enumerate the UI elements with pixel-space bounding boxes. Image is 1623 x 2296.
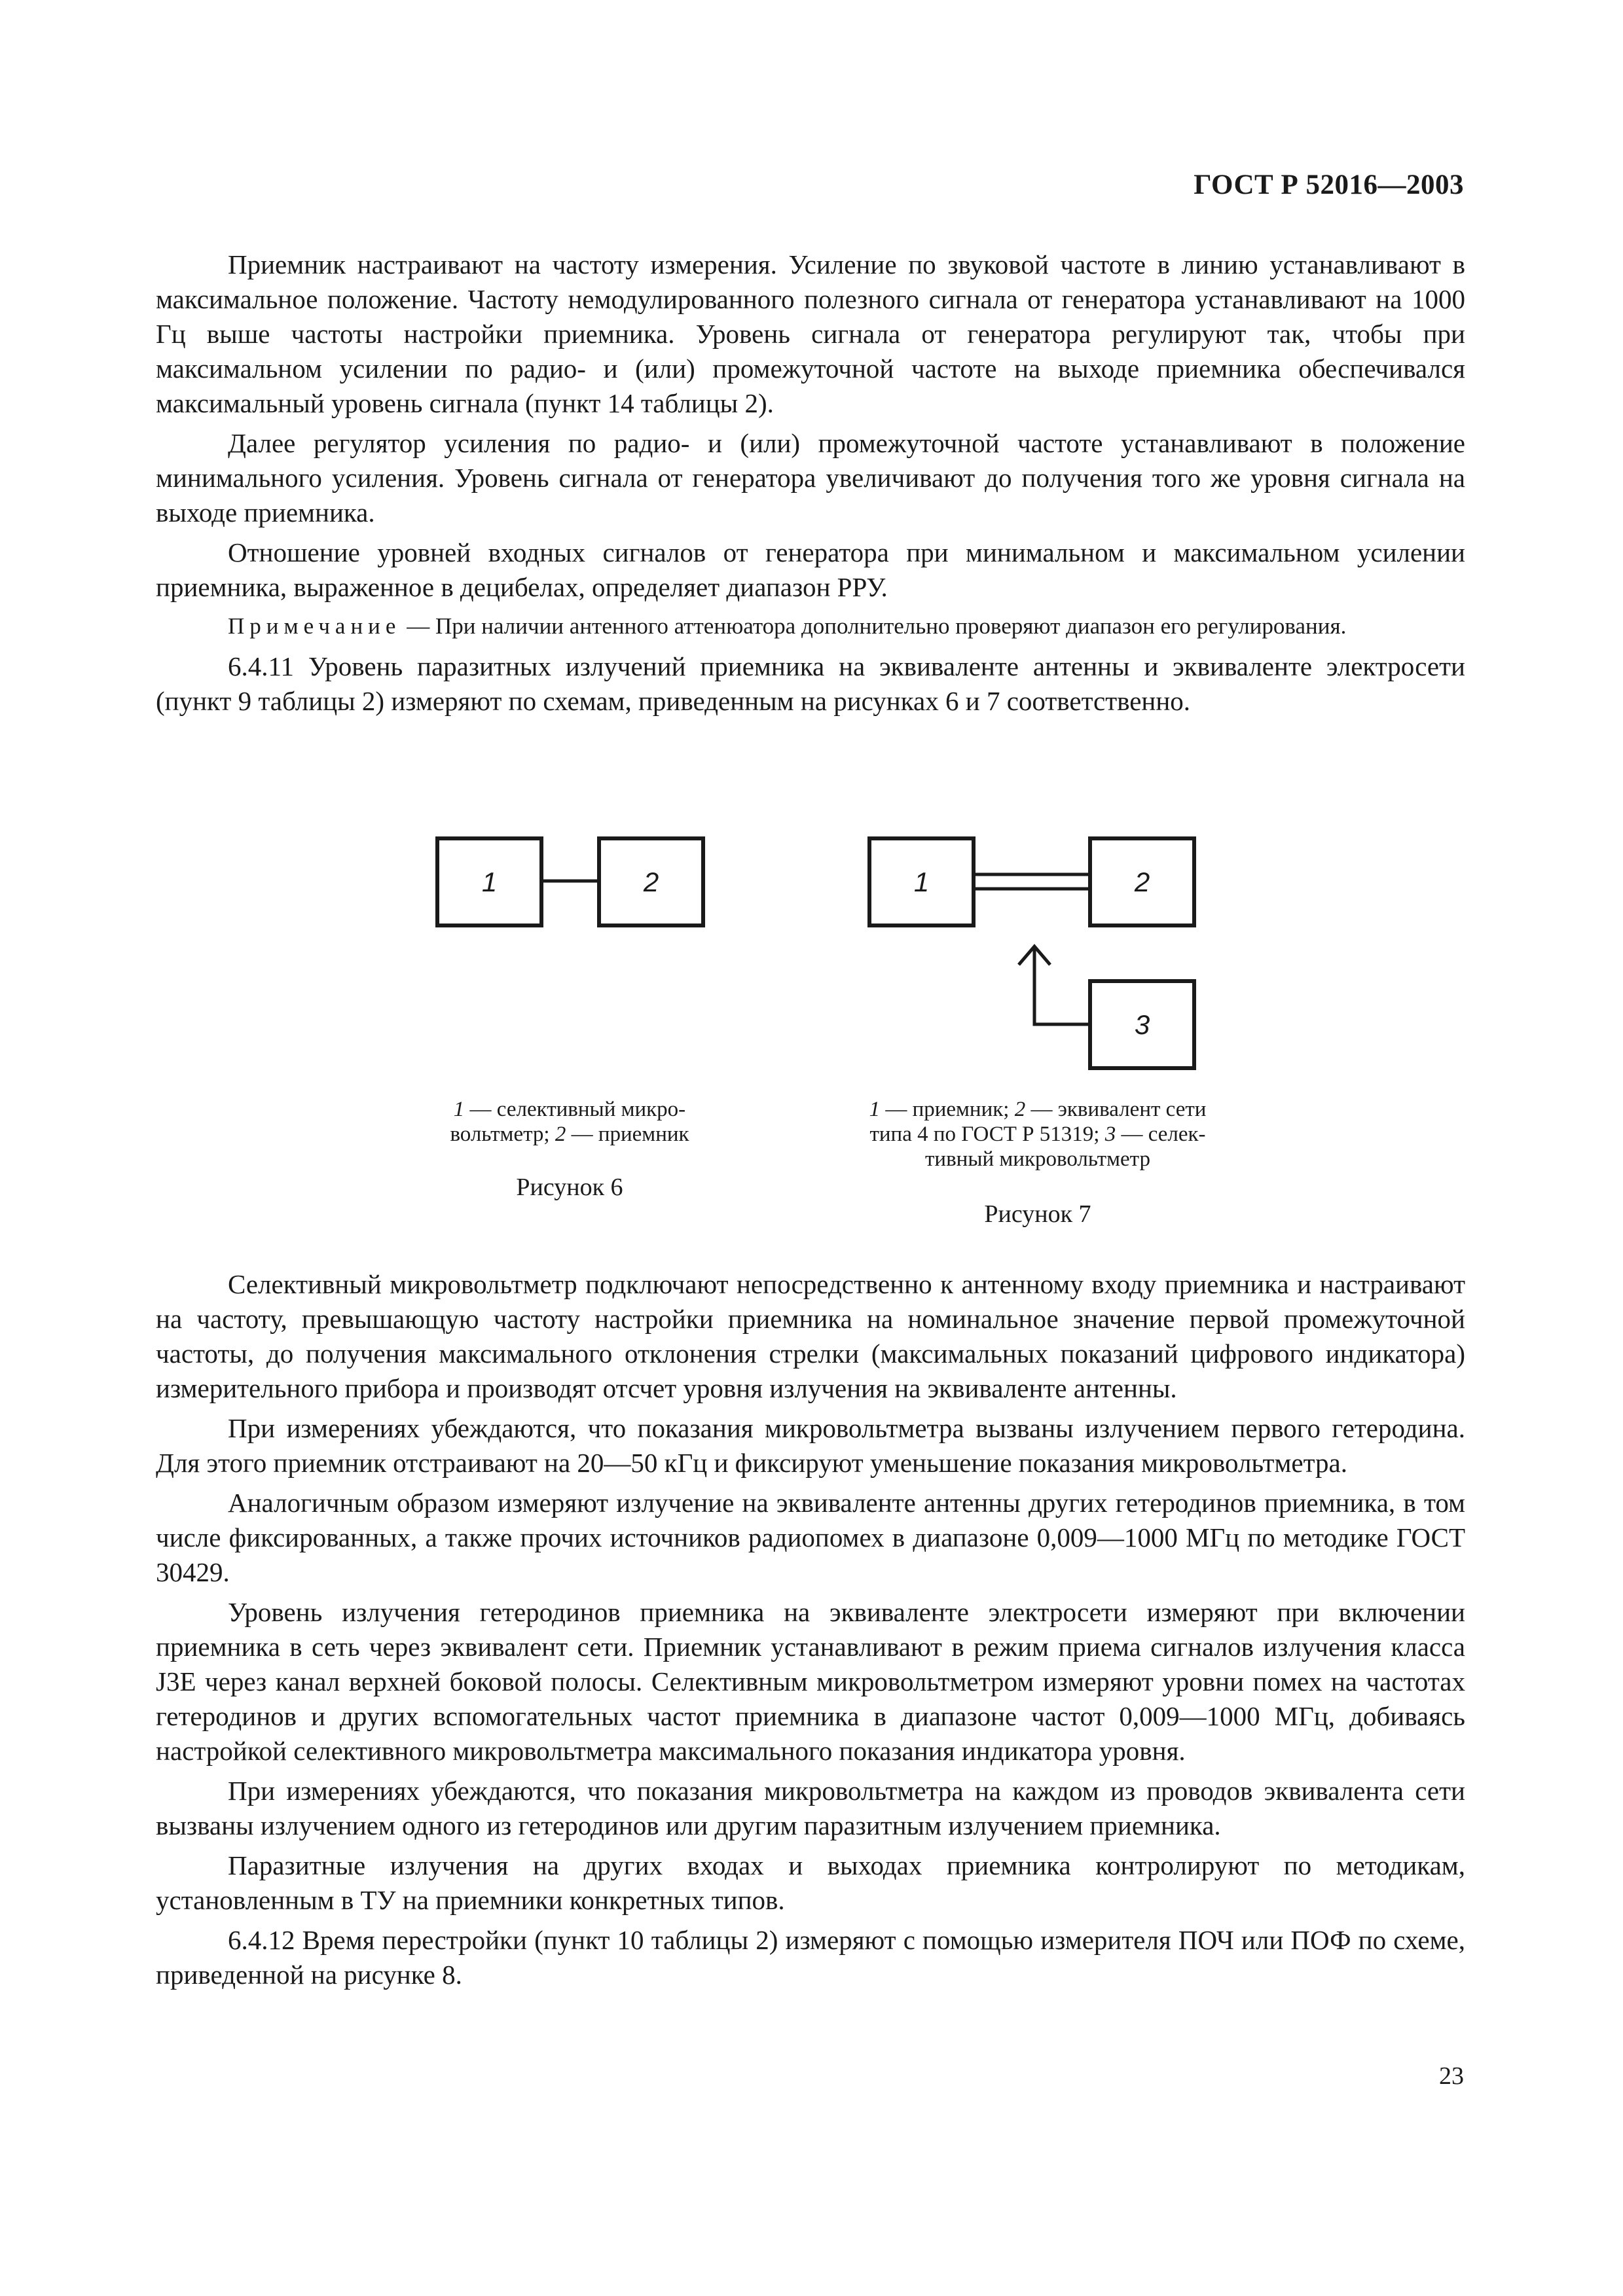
block-label: 2 [643, 866, 659, 897]
paragraph: Аналогичным образом измеряют излучение на эквиваленте антенны других гетеродинов приемника, в том числе фиксированных, а также прочих источников радиопомех в диапазоне 0,009—1000 МГц по методике ГОСТ 30429. [156, 1488, 1465, 1587]
paragraph: Уровень излучения гетеродинов приемника на эквиваленте электросети измеряют при включении приемника в сеть через эквивалент сети. Приемник устанавливают в режим приема сигналов излучения класса J3E через канал верхней боковой полосы. Селективным микровольтметром измеряют уровни помех на частотах гетеродинов и других вспомогательных частот приемника в диапазоне частот 0,009—1000 МГц, добиваясь настройкой селективного микровольтметра максимального показания индикатора уровня. [156, 1597, 1465, 1766]
figure6-block-1 [435, 836, 543, 927]
figure7-arrow-line [1034, 946, 1088, 1024]
bottom-text-block [156, 1267, 1465, 1992]
paragraph: При измерениях убеждаются, что показания микровольтметра на каждом из проводов эквивалента сети вызваны излучением одного из гетеродинов или другим паразитным излучением приемника. [156, 1776, 1465, 1840]
figure6-caption: 1 — селективный микро- вольтметр; 2 — приемник [450, 1098, 689, 1146]
document-number-header: ГОСТ Р 52016—2003 [1194, 170, 1464, 200]
paragraph: Селективный микровольтметр подключают непосредственно к антенному входу приемника и настраивают на частоту, превышающую частоту настройки приемника на номинальное значение первой промежуточной частоты, до получения максимального отклонения стрелки (максимальных показаний цифрового индикатора) измерительного прибора и производят отсчет уровня излучения на эквиваленте антенны. [156, 1269, 1465, 1403]
figure6-block-2 [597, 836, 705, 927]
figure7-block-3 [1088, 979, 1196, 1070]
figure6-title: Рисунок 6 [516, 1174, 623, 1201]
figure7-caption: 1 — приемник; 2 — эквивалент сети типа 4 по ГОСТ Р 51319; 3 — селек- тивный микровольтметр [869, 1098, 1207, 1171]
page-number: 23 [1439, 2062, 1464, 2090]
block-label: 3 [1134, 1009, 1150, 1040]
block-label: 1 [913, 866, 930, 897]
paragraph: Далее регулятор усиления по радио- и (или) промежуточной частоте устанавливают в положение минимального усиления. Уровень сигнала от генератора увеличивают до получения того же уровня сигнала на выходе приемника. [156, 428, 1465, 528]
paragraph: 6.4.11 Уровень паразитных излучений приемника на эквиваленте антенны и эквиваленте электросети (пункт 9 таблицы 2) измеряют по схемам, приведенным на рисунках 6 и 7 соответственно. [156, 651, 1465, 716]
paragraph: Приемник настраивают на частоту измерения. Усиление по звуковой частоте в линию устанавливают в максимальное положение. Частоту немодулированного полезного сигнала от генератора устанавливают на 1000 Гц выше частоты настройки приемника. Уровень сигнала от генератора регулируют так, чтобы при максимальном усилении по радио- и (или) промежуточной частоте на выходе приемника обеспечивался максимальный уровень сигнала (пункт 14 таблицы 2). [156, 249, 1465, 418]
top-text-block [156, 247, 1465, 719]
note-text: — При наличии антенного аттенюатора дополнительно проверяют диапазон его регулирования. [401, 613, 1347, 639]
paragraph: При измерениях убеждаются, что показания микровольтметра вызваны излучением первого гетеродина. Для этого приемник отстраивают на 20—50 кГц и фиксируют уменьшение показания микровольтметра. [156, 1413, 1465, 1478]
figure7-block-1 [867, 836, 976, 927]
paragraph: 6.4.12 Время перестройки (пункт 10 таблицы 2) измеряют с помощью измерителя ПОЧ или ПОФ по схеме, приведенной на рисунке 8. [156, 1925, 1465, 1990]
paragraph: Паразитные излучения на других входах и выходах приемника контролируют по методикам, установленным в ТУ на приемники конкретных типов. [156, 1850, 1465, 1915]
block-label: 2 [1134, 866, 1150, 897]
note-label: Примечание [228, 613, 401, 639]
figure7-title: Рисунок 7 [984, 1200, 1091, 1228]
figure7-block-2 [1088, 836, 1196, 927]
figure7-arrow-head [1019, 946, 1050, 965]
block-label: 1 [481, 866, 498, 897]
note [156, 611, 1465, 641]
paragraph: Отношение уровней входных сигналов от генератора при минимальном и максимальном усилении приемника, выраженное в децибелах, определяет диапазон РРУ. [156, 537, 1465, 602]
